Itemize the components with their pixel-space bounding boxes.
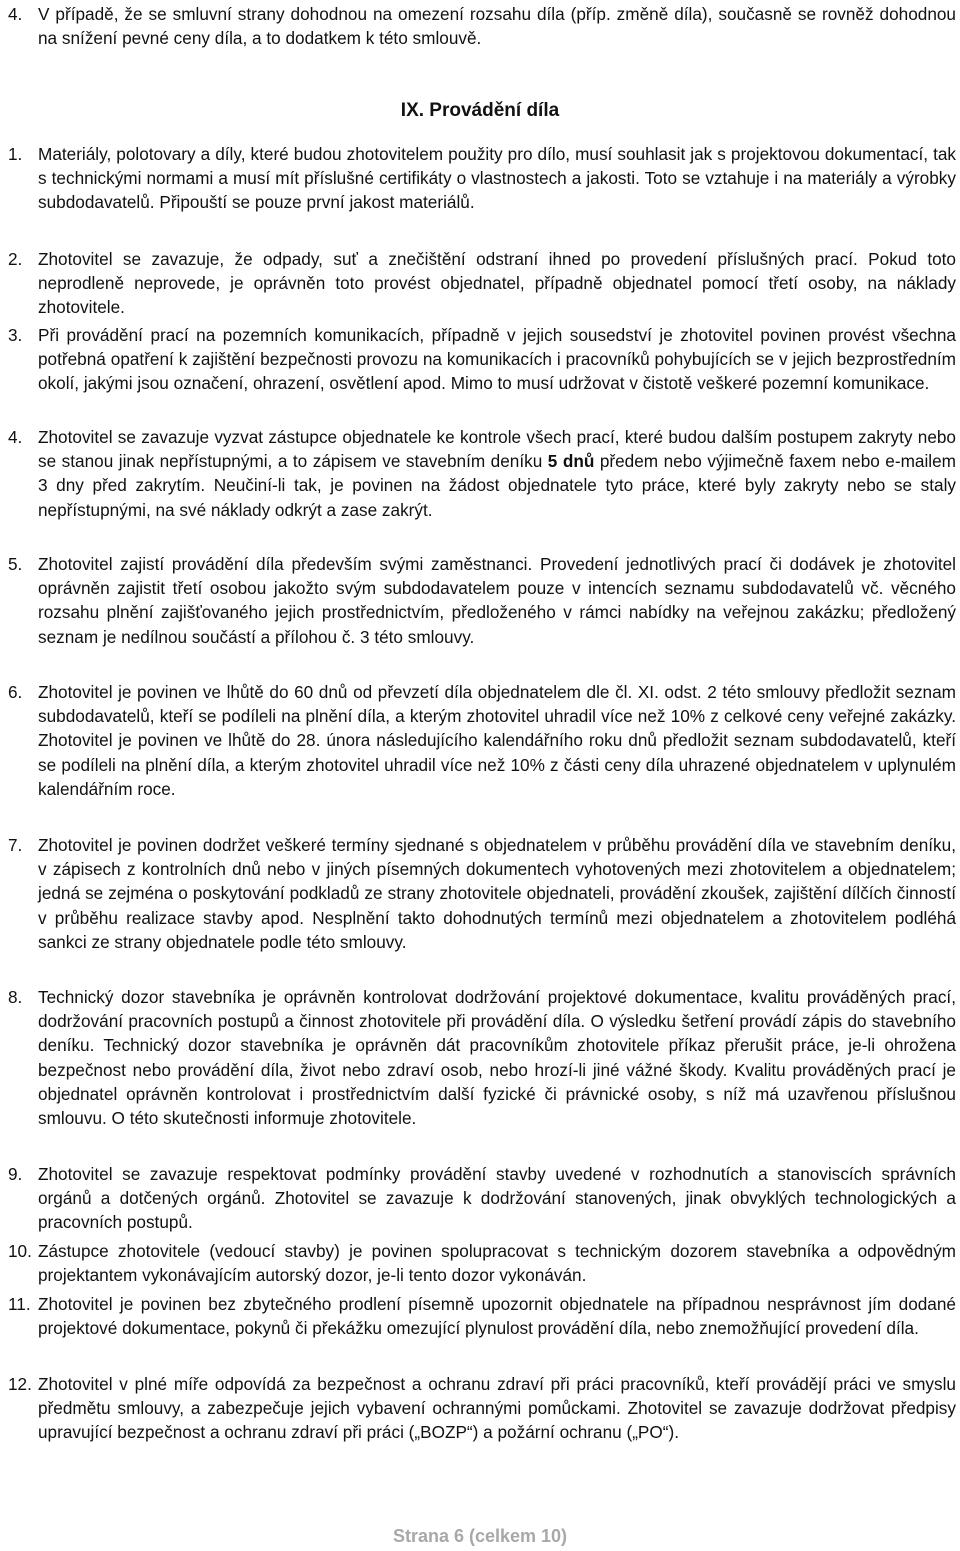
item-text: Zhotovitel se zavazuje, že odpady, suť a znečištění odstraní ihned po provedení příslušných prací. Pokud toto neprodleně neprovede, je oprávněn toto provést objednatel, případně objednatel pomocí třetí osoby, na náklady zhotovitele. bbox=[38, 249, 956, 318]
list-item-11 bbox=[8, 1292, 956, 1340]
item-number: 4. bbox=[8, 427, 23, 447]
item-text-part: Zhotovitel se zavazuje vyzvat zástupce objednatele ke kontrole všech prací, které budou dalším postupem zakryty nebo se stanou jinak nepřístupnými, a to zápisem ve stavebním deníku bbox=[38, 427, 956, 472]
item-number: 3. bbox=[8, 325, 23, 345]
item-number: 9. bbox=[8, 1164, 23, 1184]
item-text: Technický dozor stavebníka je oprávněn kontrolovat dodržování projektové dokumentace, kvalitu prováděných prací, dodržování pracovních postupů a činnost zhotovitele při provádění díla. O výsledku šetření provádí zápis do stavebního deníku. Technický dozor stavebníka je oprávněn dát pracovníkům zhotovitele příkaz přerušit práce, je-li ohrožena bezpečnost nebo provádění díla, život nebo zdraví osob, nebo hrozí-li jiné vážné škody. Kvalitu prováděných prací je objednatel oprávněn kontrolovat i prostřednictvím další fyzické či právnické osoby, s níž má uzavřenou příslušnou smlouvu. O této skutečnosti informuje zhotovitele. bbox=[38, 987, 956, 1129]
item-number: 7. bbox=[8, 835, 23, 855]
list-item-6 bbox=[8, 680, 956, 801]
item-text: Zhotovitel v plné míře odpovídá za bezpečnost a ochranu zdraví při práci pracovníků, kteří provádějí práci ve smyslu předmětu smlouvy, a zabezpečuje jejich vybavení ochrannými pomůckami. Zhotovitel se zavazuje dodržovat předpisy upravující bezpečnost a ochranu zdraví při práci („BOZP“) a požární ochranu („PO“). bbox=[38, 1374, 956, 1443]
list-item-10 bbox=[8, 1239, 956, 1287]
item-number: 2. bbox=[8, 249, 23, 269]
item-number: 6. bbox=[8, 682, 23, 702]
list-item-12 bbox=[8, 1372, 956, 1445]
item-number: 4. bbox=[8, 4, 23, 24]
item-text: Při provádění prací na pozemních komunikacích, případně v jejich sousedství je zhotovitel povinen provést všechna potřebná opatření k zajištění bezpečnosti provozu na komunikacích i pracovníků pohybujících se v jejich bezprostředním okolí, jakými jsou označení, ohrazení, osvětlení apod. Mimo to musí udržovat v čistotě veškeré pozemní komunikace. bbox=[38, 325, 956, 394]
item-number: 12. bbox=[8, 1374, 32, 1394]
item-text: V případě, že se smluvní strany dohodnou na omezení rozsahu díla (příp. změně díla), současně se rovněž dohodnou na snížení pevné ceny díla, a to dodatkem k této smlouvě. bbox=[38, 4, 956, 49]
item-text: Materiály, polotovary a díly, které budou zhotovitelem použity pro dílo, musí souhlasit jak s projektovou dokumentací, tak s technickými normami a musí mít příslušné certifikáty o vlastnostech a jakosti. Toto se vztahuje i na materiály a výrobky subdodavatelů. Připouští se pouze první jakost materiálů. bbox=[38, 144, 956, 213]
item-number: 11. bbox=[8, 1294, 31, 1314]
item-text: Zhotovitel se zavazuje respektovat podmínky provádění stavby uvedené v rozhodnutích a stanoviscích správních orgánů a dotčených orgánů. Zhotovitel se zavazuje k dodržování stanovených, jinak obvyklých technologických a pracovních postupů. bbox=[38, 1164, 956, 1233]
section-title: IX. Provádění díla bbox=[400, 100, 560, 121]
deadline-highlight: 5 dnů bbox=[547, 451, 595, 472]
list-item-7 bbox=[8, 833, 956, 954]
item-text: Zhotovitel je povinen ve lhůtě do 60 dnů od převzetí díla objednatelem dle čl. XI. odst. 2 této smlouvy předložit seznam subdodavatelů, kteří se podíleli na plnění díla, a kterým zhotovitel uhradil více než 10% z celkové ceny veřejné zakázky. Zhotovitel je povinen ve lhůtě do 28. února následujícího kalendářního roku dnů předložit seznam subdodavatelů, kteří se podíleli na plnění díla, a kterým zhotovitel uhradil více než 10% z části ceny díla uhrazené objednatelem v uplynulém kalendářním roce. bbox=[38, 682, 956, 799]
page-footer: Strana 6 (celkem 10) bbox=[392, 1526, 568, 1546]
item-text: Zástupce zhotovitele (vedoucí stavby) je povinen spolupracovat s technickým dozorem stavebníka a odpovědným projektantem vykonávajícím autorský dozor, je-li tento dozor vykonáván. bbox=[38, 1241, 956, 1286]
list-item-1 bbox=[8, 142, 956, 215]
item-text: Zhotovitel zajistí provádění díla především svými zaměstnanci. Provedení jednotlivých prací či dodávek je zhotovitel oprávněn zajistit třetí osobou jakožto svým subdodavatelem pouze v intencích seznamu subdodavatelů vč. věcného rozsahu plnění zajišťovaného jejich prostřednictvím, předloženého v rámci nabídky na veřejnou zakázku; předložený seznam je nedílnou součástí a přílohou č. 3 této smlouvy. bbox=[38, 554, 956, 647]
item-text bbox=[38, 425, 956, 522]
item-number: 8. bbox=[8, 987, 23, 1007]
list-item-4 bbox=[8, 425, 956, 522]
item-text-part: předem nebo výjimečně faxem nebo e-mailem 3 dny před zakrytím. Neučiní-li tak, je povinen na žádost objednatele tyto práce, které byly zakryty nebo se staly nepřístupnými, na své náklady odkrýt a zase zakrýt. bbox=[38, 451, 956, 520]
item-text: Zhotovitel je povinen dodržet veškeré termíny sjednané s objednatelem v průběhu provádění díla ve stavebním deníku, v zápisech z kontrolních dnů nebo v jiných písemných dokumentech vyhotovených mezi zhotovitelem a objednatelem; jedná se zejména o poskytování podkladů ze strany zhotovitele objednateli, provádění zkoušek, zajištění dílčích činností v průběhu realizace stavby apod. Nesplnění takto dohodnutých termínů mezi objednatelem a zhotovitelem podléhá sankci ze strany objednatele podle této smlouvy. bbox=[38, 835, 956, 952]
list-item-3 bbox=[8, 323, 956, 396]
item-number: 10. bbox=[8, 1241, 32, 1261]
list-item-9 bbox=[8, 1162, 956, 1235]
list-item-8 bbox=[8, 985, 956, 1130]
item-number: 1. bbox=[8, 144, 23, 164]
item-number: 5. bbox=[8, 554, 23, 574]
list-item-intro bbox=[8, 2, 956, 50]
list-item-5 bbox=[8, 552, 956, 649]
list-item-2 bbox=[8, 247, 956, 320]
item-text: Zhotovitel je povinen bez zbytečného prodlení písemně upozornit objednatele na případnou nesprávnost jím dodané projektové dokumentace, pokynů či překážku omezující plynulost provádění díla, nebo znemožňující provedení díla. bbox=[38, 1294, 956, 1339]
